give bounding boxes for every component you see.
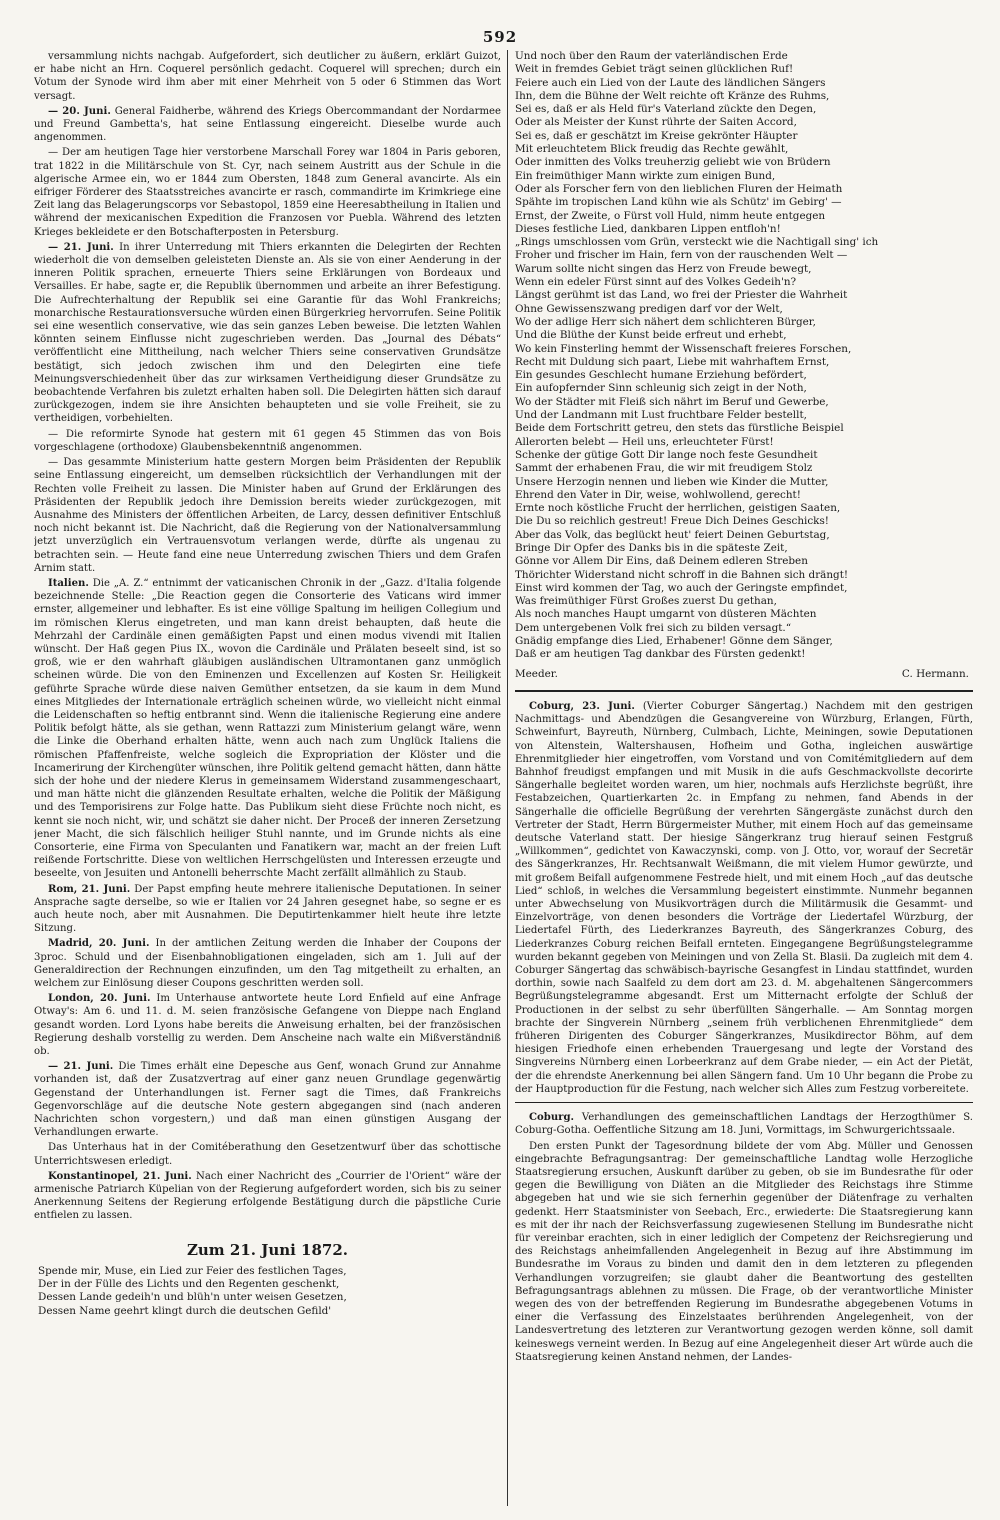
article-text: Der Papst empfing heute mehrere italienische Deputationen. In seiner Ansprache sagte derselbe, so wie er Italien vor 24 Jahren gesegnet habe, so segne er es auch heute noch, aber mit Ausnahmen. Die Deputirtenkammer hielt heute ihre letzte Sitzung. — [34, 883, 501, 935]
section-divider — [515, 690, 973, 692]
article-paragraph — [34, 428, 501, 454]
poem-line: Oder als Meister der Kunst rührte der Saiten Accord, — [515, 116, 797, 129]
poem-line: Wenn ein edeler Fürst sinnt auf des Volkes Gedeih'n? — [515, 276, 797, 289]
poem-line: Dessen Lande gedeih'n und blüh'n unter weisen Gesetzen, — [38, 1291, 347, 1304]
poem-line: Dessen Name geehrt klingt durch die deutschen Gefild' — [38, 1304, 332, 1317]
article-text: Das Unterhaus hat in der Comitéberathung den Gesetzentwurf über das schottische Unterrichtswesen erledigt. — [34, 1142, 501, 1167]
article-paragraph — [34, 146, 501, 238]
poem-lines — [515, 50, 973, 662]
poem-line: Spähte im tropischen Land kühn wie als Schütz' im Gebirg' — — [515, 196, 842, 209]
poem-line: Ihn, dem die Bühne der Welt reichte oft Kränze des Ruhms, — [515, 89, 830, 102]
article-dateline: Coburg. — [529, 1112, 575, 1124]
article-text: — Die reformirte Synode hat gestern mit 61 gegen 45 Stimmen das von Bois vorgeschlagene (orthodoxe) Glaubensbekenntniß angenommen. — [34, 428, 501, 453]
poem-line: Spende mir, Muse, ein Lied zur Feier des festlichen Tages, — [38, 1264, 347, 1277]
poem-line: Ohne Gewissenszwang predigen darf vor der Welt, — [515, 302, 783, 315]
article-paragraph — [34, 1060, 501, 1139]
poem-line: Dem untergebenen Volk frei sich zu bilden versagt.“ — [515, 621, 792, 634]
poem-line: Sei es, daß er als Held für's Vaterland zückte den Degen, — [515, 103, 817, 116]
poem-line: Recht mit Duldung sich paart, Liebe mit wahrhaftem Ernst, — [515, 355, 830, 368]
article-text: — Der am heutigen Tage hier verstorbene Marschall Forey war 1804 in Paris geboren, trat 1822 in die Militärschule von St. Cyr, nach seinem Austritt aus der Schule in die algerische Armee ein, wo er 1844 zum Obersten, 1848 zum General avancirte. Als ein eifriger Förderer des Staatsstreiches avancirte er rasch, commandirte im Krimkriege eine Zeit lang das Belagerungscorps vor Sebastopol, 1859 eine Heeresabtheilung in Italien und während der mexicanischen Expedition die Franzosen vor Puebla. Während des letzten Krieges bekleidete er den Botschafterposten in Petersburg. — [34, 147, 501, 238]
page-number: 592 — [482, 28, 518, 46]
poem-line: Sei es, daß er geschätzt im Kreise gekrönter Häupter — [515, 129, 798, 142]
article-text: — Das gesammte Ministerium hatte gestern Morgen beim Präsidenten der Republik seine Entlassung eingereicht, um demselben rücksichtlich der Verhandlungen mit der Rechten volle Freiheit zu lassen. Die Minister haben auf Grund der Erklärungen des Präsidenten der Republik jedoch ihre Demission bereits wieder zurückgezogen, mit Ausnahme des Ministers der öffentlichen Arbeiten, de Larcy, dessen definitiver Entschluß noch nicht bekannt ist. Die Nachricht, daß die Regierung von der Nationalversammlung jetzt unverzüglich ein Vertrauensvotum verlangen werde, dürfte als ungenau zu betrachten sein. — Heute fand eine neue Unterredung zwischen Thiers und dem Grafen Arnim statt. — [34, 457, 501, 574]
poem-signature-author: C. Hermann. — [901, 667, 969, 680]
poem-line: Sammt der erhabenen Frau, die wir mit freudigem Stolz — [515, 462, 813, 475]
article-dateline: Italien. — [48, 577, 89, 589]
poem-line: Ein gesundes Geschlecht humane Erziehung befördert, — [515, 369, 807, 382]
poem-line: Aber das Volk, das beglückt heut' feiert Deinen Geburtstag, — [515, 528, 830, 541]
article-paragraph — [34, 577, 501, 881]
article-paragraph — [515, 700, 973, 1096]
poem-line: Schenke der gütige Gott Dir lange noch feste Gesundheit — [515, 448, 818, 461]
poem-signature — [515, 668, 969, 680]
right-column-articles — [515, 700, 973, 1510]
article-text: Die „A. Z.“ entnimmt der vaticanischen Chronik in der „Gazz. d'Italia folgende bezeichnende Stelle: „Die Reaction gegen die Consorterie des Vaticans wird immer ernster, allgemeiner und lebhafter. Es ist eine völlige Spaltung im heiligen Collegium und im römischen Klerus eingetreten, und man kann dreist behaupten, daß heute die Mehrzahl der Cardinäle einen gemäßigten Papst und einen modus vivendi mit Italien wünscht. Der Haß gegen Pius IX., wovon die Cardinäle und Prälaten beseelt sind, ist so groß, wie er den wahrhaft gläubigen ausländischen Ultramontanen ganz unmöglich scheinen würde. Die von den Eminenzen und Excellenzen auf Kosten Sr. Heiligkeit geführte Sprache würde diese naiven Gemüther entsetzen, da sie kaum in dem Mund eines Mitgliedes der Internationale erträglich scheinen würde, wo vielleicht nicht einmal die Leidenschaften so heftig entbrannt sind. Wenn die italienische Regierung eine andere Politik befolgt hätte, als sie gethan, wenn Rattazzi zum Ministerium gelangt wäre, wenn die Linke die Oberhand erhalten hätte, wenn auch nach zum Unglück Italiens die römischen Pfaffenfreiste, welche sogleich die Expropriation der Klöster und die Incamerirung der Kirchengüter wünschen, ihre Politik geltend gemacht hätten, dann hätte sich der hohe und der niedere Klerus in gemeinsamem Widerstand zusammengeschaart, und man hätte nicht die glänzenden Resultate erhalten, welche die Politik der Mäßigung und des Temporisirens zur Folge hatte. Das Publikum sieht diese Früchte noch nicht, es kennt sie noch nicht, wir, und schätzt sie daher nicht. Der Proceß der inneren Zersetzung jener Macht, die sich fälschlich heiliger Stuhl nannte, und im Grunde nichts als eine Consorterie, eine Firma von Speculanten und Fanatikern war, macht an der freien Luft reißende Fortschritte. Diese von weltlichen Herrschgelüsten und Interessen erzeugte und beseelte, von Jesuiten und Antonelli beherrschte Macht zerfällt allmählich zu Staub. — [34, 577, 501, 880]
left-column — [34, 50, 501, 1506]
poem-line: Froher und frischer im Hain, fern von der rauschenden Welt — — [515, 249, 848, 262]
article-paragraph — [34, 937, 501, 990]
article-dateline: Madrid, 20. Juni. — [48, 938, 150, 950]
poem-line: Bringe Dir Opfer des Danks bis in die späteste Zeit, — [515, 541, 788, 554]
article-text: In ihrer Unterredung mit Thiers erkannten die Delegirten der Rechten wiederholt die von demselben geleisteten Dienste an. Als sie von einer Aenderung in der inneren Politik sprachen, erneuerte Thiers seine Erklärungen von Bordeaux und Versailles. Er habe, sagte er, die Republik übernommen und arbeite an ihrer Befestigung. Die Aufrechterhaltung der Republik sei eine Garantie für das Wohl Frankreichs; monarchische Restaurationsversuche würden einen Bürgerkrieg hervorrufen. Seine Politik sei eine wesentlich conservative, wie das sein ganzes Leben beweise. Die letzten Wahlen könnten seinem Einflusse nicht zugeschrieben werden. Das „Journal des Débats“ veröffentlicht eine Mittheilung, nach welcher Thiers seine conservativen Grundsätze bestätigt, sich jedoch zwischen ihm und den Delegirten eine tiefe Meinungsverschiedenheit über das zur wirksamen Vertheidigung dieser Grundsätze zu beobachtende Verfahren bis zuletzt erhalten haben soll. Die Delegirten hätten sich darauf zurückgezogen, indem sie ihre Ansichten behaupteten und sie volle Freiheit, sie zu vertheidigen, vorbehielten. — [34, 241, 501, 425]
article-dateline: Coburg, 23. Juni. — [529, 701, 635, 712]
article-text: Verhandlungen des gemeinschaftlichen Landtags der Herzogthümer S. Coburg-Gotha. Oeffentliche Sitzung am 18. Juni, Vormittags, im Schwurgerichtssaale. — [515, 1112, 973, 1137]
article-paragraph — [34, 241, 501, 426]
poem-heading: Zum 21. Juni 1872. — [186, 1240, 349, 1259]
article-dateline: Konstantinopel, 21. Juni. — [48, 1170, 192, 1182]
article-dateline: London, 20. Juni. — [48, 993, 151, 1005]
poem-continuation — [515, 50, 973, 684]
article-paragraph — [515, 1111, 973, 1137]
article-text: General Faidherbe, während des Kriegs Obercommandant der Nordarmee und Freund Gambetta's, hat seine Entlassung eingereicht. Dieselbe wurde auch angenommen. — [34, 105, 501, 144]
article-text: Nach einer Nachricht des „Courrier de l'Orient“ wäre der armenische Patriarch Küpelian von der Regierung aufgefordert worden, sich bis zu seiner Anerkennung Seitens der Regierung erfolgende Bestätigung durch die päpstliche Curie entfielen zu lassen. — [34, 1170, 501, 1222]
article-paragraph — [515, 1140, 973, 1364]
poem-line: Als noch manches Haupt umgarnt von düsteren Mächten — [515, 608, 817, 621]
poem-line: Ein aufopfernder Sinn schleunig sich zeigt in der Noth, — [515, 382, 807, 395]
poem-line: Wo der Städter mit Fleiß sich nährt im Beruf und Gewerbe, — [515, 395, 829, 408]
poem-line: Ehrend den Vater in Dir, weise, wohlwollend, gerecht! — [515, 488, 801, 501]
article-text: In der amtlichen Zeitung werden die Inhaber der Coupons der 3proc. Schuld und der Eisenbahnobligationen eingeladen, sich am 1. Juli auf der Generaldirection der Rechnungen einzufinden, um den Tag mitgetheilt zu erhalten, an welchem zur Einlösung dieser Coupons geschritten werden soll. — [34, 938, 501, 990]
poem-line: Ernte noch köstliche Frucht der herrlichen, geistigen Saaten, — [515, 502, 841, 515]
poem-line: Gönne vor Allem Dir Eins, daß Deinem edleren Streben — [515, 555, 808, 568]
poem-line: Ernst, der Zweite, o Fürst voll Huld, nimm heute entgegen — [515, 209, 826, 222]
poem-line: Allerorten belebt — Heil uns, erleuchteter Fürst! — [515, 435, 774, 448]
article-paragraph — [34, 992, 501, 1058]
poem-line: Wo der adlige Herr sich nähert dem schlichteren Bürger, — [515, 315, 816, 328]
poem-intro — [34, 1265, 501, 1318]
article-text: Im Unterhause antwortete heute Lord Enfield auf eine Anfrage Otway's: Am 6. und 11. d. M. seien französische Gefangene von Dieppe nach England gesandt worden. Lord Lyons habe bereits die Anweisung erhalten, bei der französischen Regierung deshalb vorstellig zu werden. Dem Anscheine nach walte ein Mißverständniß ob. — [34, 993, 501, 1058]
poem-line: Thörichter Widerstand nicht schroff in die Bahnen sich drängt! — [515, 568, 849, 581]
poem-line: Und die Blüthe der Kunst beide erfreut und erhebt, — [515, 329, 787, 342]
article-paragraph — [34, 456, 501, 575]
poem-line: „Rings umschlossen vom Grün, versteckt wie die Nachtigall sing' ich — [515, 236, 879, 249]
right-column — [515, 50, 973, 1510]
article-text: Die Times erhält eine Depesche aus Genf, wonach Grund zur Annahme vorhanden ist, daß der Zusatzvertrag auf einer ganz neuen Grundlage gegenwärtig Gegenstand der Unterhandlungen ist. Ferner sagt die Times, daß Frankreichs Gegenvorschläge auf die deutsche Note gestern abgegangen sind (nach anderen Nachrichten schon vorgestern,) und daß man einen günstigen Ausgang der Verhandlungen erwarte. — [34, 1061, 501, 1139]
poem-line: Dieses festliche Lied, dankbaren Lippen entfloh'n! — [515, 222, 781, 235]
poem-line: Warum sollte nicht singen das Herz von Freude bewegt, — [515, 262, 812, 275]
article-text: versammlung nichts nachgab. Aufgefordert, sich deutlicher zu äußern, erklärt Guizot, er habe nicht an Hrn. Coquerel persönlich gedacht. Coquerel will sprechen; durch ein Votum der Synode wird ihm aber mit einer Mehrheit von 5 oder 6 Stimmen das Wort versagt. — [34, 51, 501, 102]
poem-line: Was freimüthiger Fürst Großes zuerst Du gethan, — [515, 595, 777, 608]
poem-line: Daß er am heutigen Tag dankbar des Fürsten gedenkt! — [515, 648, 806, 661]
poem-line: Und noch über den Raum der vaterländischen Erde — [515, 50, 788, 62]
poem-line: Gnädig empfange dies Lied, Erhabener! Gönne dem Sänger, — [515, 635, 833, 648]
article-dateline: — 21. Juni. — [48, 1061, 114, 1073]
column-divider — [507, 50, 508, 1506]
poem-line: Unsere Herzogin nennen und lieben wie Kinder die Mutter, — [515, 475, 829, 488]
article-paragraph — [34, 883, 501, 936]
article-paragraph — [34, 50, 501, 103]
poem-line: Einst wird kommen der Tag, wo auch der Geringste empfindet, — [515, 581, 848, 594]
poem-line: Wo kein Finsterling hemmt der Wissenschaft freieres Forschen, — [515, 342, 852, 355]
article-dateline: — 21. Juni. — [48, 241, 114, 253]
poem-line: Längst gerühmt ist das Land, wo frei der Priester die Wahrheit — [515, 289, 848, 302]
article-paragraph — [34, 1170, 501, 1223]
left-column-content — [34, 50, 501, 1506]
article-text: Den ersten Punkt der Tagesordnung bildete der vom Abg. Müller und Genossen eingebrachte Befragungsantrag: Der gemeinschaftliche Landtag wolle Herzogliche Staatsregierung ersuchen, Auskunft darüber zu geben, ob sie im Bundesrathe für oder gegen die Bewilligung von Diäten an die Mitglieder des Reichstags ihre Stimme abgegeben hat und wie sie sich fernerhin gegenüber der Diätenfrage zu verhalten gedenkt. Herr Staatsminister von Seebach, Erc., erwiederte: Die Staatsregierung kann es mit der ihr nach der Reichsverfassung zugewiesenen Stellung im Bundesrathe nicht für vereinbar erachten, sich in einer lediglich der Competenz der Reichsregierung und des Reichstags anheimfallenden Angelegenheit in Bezug auf ihre Abstimmung im Bundesrathe im Voraus zu binden und damit den in dem letzteren zu pflegenden Verhandlungen vorzugreifen; sie glaubt daher die Beantwortung des gestellten Befragungsantrags ablehnen zu müssen. Die Frage, ob der verantwortliche Minister wegen des von der betreffenden Regierung im Bundesrathe abgegebenen Votums in einer die Verfassung des Einzelstaates berührenden Angelegenheit, von der Landesvertretung des letzteren zur Verantwortung gezogen werden könne, soll damit keineswegs verneint werden. In Bezug auf eine Angelegenheit dieser Art würde auch die Staatsregierung keinen Anstand nehmen, der Landes- — [515, 1140, 973, 1363]
poem-line: Weit in fremdes Gebiet trägt seinen glücklichen Ruf! — [515, 63, 794, 76]
poem-line: Oder als Forscher fern von den lieblichen Fluren der Heimath — [515, 182, 843, 195]
poem-line: Der in der Fülle des Lichts und den Regenten geschenkt, — [38, 1277, 340, 1290]
poem-line: Feiere auch ein Lied von der Laute des ländlichen Sängers — [515, 76, 826, 89]
poem-line: Die Du so reichlich gestreut! Freue Dich Deines Geschicks! — [515, 515, 829, 528]
article-paragraph — [34, 1141, 501, 1167]
poem-line: Mit erleuchtetem Blick freudig das Rechte gewählt, — [515, 143, 789, 156]
article-paragraph — [34, 105, 501, 145]
article-dateline: Rom, 21. Juni. — [48, 883, 131, 895]
poem-line: Oder inmitten des Volks treuherzig geliebt wie von Brüdern — [515, 156, 831, 169]
article-text: (Vierter Coburger Sängertag.) Nachdem mit den gestrigen Nachmittags- und Abendzügen die Gesangvereine von Würzburg, Erlangen, Fürth, Schweinfurt, Bayreuth, Nürnberg, Culmbach, Lichte, Meiningen, sowie Deputationen von Altenstein, Waltershausen, Hofheim und Gotha, ingleichen auswärtige Ehrenmitglieder hier eingetroffen, vom Vorstand und von Comitémitgliedern auf dem Bahnhof freudigst empfangen und mit Musik in die aufs Geschmackvollste decorirte Sängerhalle begleitet worden waren, um hier, nochmals aufs Herzlichste begrüßt, ihre Festabzeichen, Quartierkarten 2c. in Empfang zu nehmen, fand Abends in der Sängerhalle die officielle Begrüßung der verehrten Sängergäste zunächst durch den Vertreter der Stadt, Herrn Bürgermeister Muther, mit einem Hoch auf das gemeinsame deutsche Vaterland statt. Der hiesige Sängerkranz trug hierauf seinen Festgruß „Willkommen“, gedichtet von Kawaczynski, comp. von J. Otto, vor, worauf der Secretär des Sängerkranzes, Hr. Rechtsanwalt Weißmann, die mit vielem Humor gewürzte, und mit großem Beifall aufgenommene Festrede hielt, und mit einem Hoch „auf das deutsche Lied“ schloß, in welches die Versammlung begeistert einstimmte. Nunmehr begannen unter Abwechselung von Musikvorträgen durch die Militärmusik die Gesammt- und Einzelvorträge, von denen besonders die Vorträge der Liedertafel Würzburg, der Liedertafel Fürth, des Liederkranzes Bayreuth, des Sängerkranzes Coburg, des Liederkranzes Coburg reichen Beifall ernteten. Eingegangene Begrüßungstelegramme wurden bekannt gegeben von Meiningen und von Zella St. Blasii. Da zugleich mit dem 4. Coburger Sängertag das schwäbisch-bayrische Gesangfest in Lindau stattfindet, wurden dorthin, sowie nach Saalfeld zu dem dort am 23. d. M. abgehaltenen Sängercommers Begrüßungstelegramme abgesandt. Erst um Mitternacht erfolgte der Schluß der Productionen in der selbst zu sehr überfüllten Sängerhalle. — Am Sonntag morgen brachte der Singverein Nürnberg „seinem früh verblichenen Ehrenmitgliede“ dem früheren Dirigenten des Coburger Sängerkranzes, Musikdirector Böhm, auf dem hiesigen Friedhofe einen erhebenden Trauergesang und legte der Vorstand des Singvereins Nürnberg einen Lorbeerkranz auf dem Grabe nieder, — ein Act der Pietät, der die ehrendste Anerkennung bei allen Sängern fand. Um 10 Uhr begann die Probe zu der Hauptproduction für die Festung, nach welcher sich Alles zum Festzug vorbereitete. — [515, 701, 973, 1095]
poem-line: Und der Landmann mit Lust fruchtbare Felder bestellt, — [515, 409, 807, 422]
poem-line: Ein freimüthiger Mann wirkte zum einigen Bund, — [515, 169, 776, 182]
article-divider — [515, 1102, 973, 1103]
poem-line: Beide dem Fortschritt getreu, den stets das fürstliche Beispiel — [515, 422, 844, 435]
article-dateline: — 20. Juni. — [48, 105, 111, 117]
poem-signature-place: Meeder. — [515, 667, 558, 680]
